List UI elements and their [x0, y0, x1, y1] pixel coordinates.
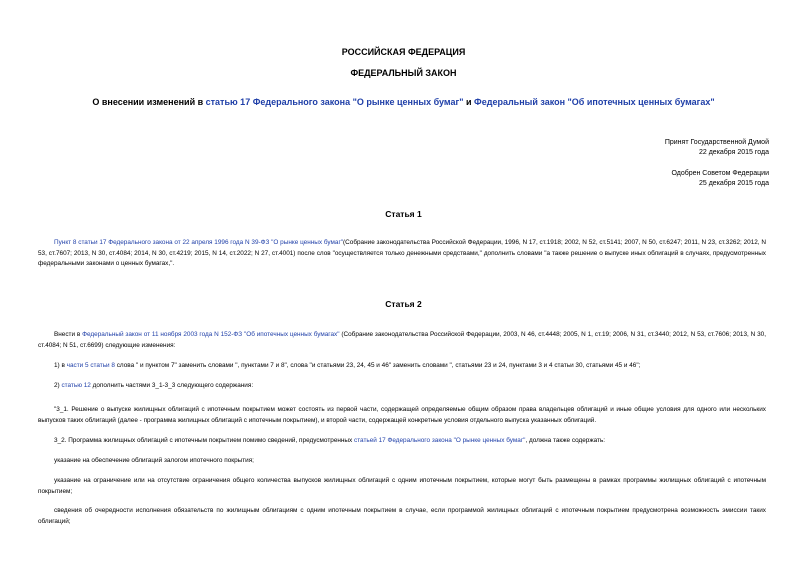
- p32-link[interactable]: статьей 17 Федерального закона "О рынке ценных бумаг": [354, 437, 526, 444]
- country-heading: РОССИЙСКАЯ ФЕДЕРАЦИЯ: [341, 47, 466, 57]
- item2-pre: 2): [54, 382, 62, 389]
- title-text-mid: и: [463, 97, 475, 107]
- article-2-heading: Статья 2: [385, 299, 422, 309]
- item1-post: слова " и пунктом 7" заменить словами ", пунктами 7 и 8", слова "и статьями 23, 24, 45 и 46" заменить словами ", статьями 23 и 24, пунктами 3 и 4 статьи 30, статьями 45 и 46";: [114, 362, 641, 369]
- article-1-text: [38, 238, 766, 270]
- duma-date: 22 декабря 2015 года: [698, 149, 769, 156]
- item1-link[interactable]: части 5 статьи 8: [66, 362, 115, 369]
- title-link-article17[interactable]: статью 17 Федерального закона "О рынке ценных бумаг": [205, 97, 464, 107]
- paragraph-3-1: "3_1. Решение о выпуске жилищных облигаций с ипотечным покрытием может состоять из первой части, содержащей определяемые общим образом права владельцев облигаций и иные общие условия для одного или нескольких выпусков таких облигаций (далее - программа жилищных облигаций с ипотечным покрытием), и второй части, содержащей конкретные условия отдельного выпуска указанных облигаций.: [38, 406, 766, 424]
- paragraph-3-2: [38, 436, 766, 447]
- item1-pre: 1) в: [54, 362, 67, 369]
- title-text-pre: О внесении изменений в: [92, 97, 206, 107]
- article-2-item-1: [38, 361, 766, 372]
- article-1-link[interactable]: Пункт 8 статьи 17 Федерального закона от 22 апреля 1996 года N 39-ФЗ "О рынке ценных бумаг": [54, 239, 344, 246]
- item2-link[interactable]: статью 12: [61, 382, 91, 389]
- article-1-heading: Статья 1: [385, 209, 422, 219]
- council-label: Одобрен Советом Федерации: [671, 170, 769, 177]
- duma-label: Принят Государственной Думой: [664, 139, 769, 146]
- duma-adoption: [665, 138, 769, 158]
- p32-post: , должна также содержать:: [525, 437, 606, 444]
- article-2-intro: [38, 330, 766, 351]
- doc-type-heading: ФЕДЕРАЛЬНЫЙ ЗАКОН: [350, 68, 457, 78]
- intro-post: (Собрание законодательства Российской Федерации, 2003, N 46, ст.4448; 2005, N 1, ст.19; 2006, N 31, ст.3440; 2012, N 53, ст.7606; 2013, N 30, ст.4084; N 51, ст.6699) следующие изменения:: [38, 331, 767, 349]
- council-approval: [671, 169, 769, 189]
- title-link-mortgage-law[interactable]: Федеральный закон "Об ипотечных ценных бумагах": [474, 97, 715, 107]
- p32-pre: 3_2. Программа жилищных облигаций с ипотечным покрытием помимо сведений, предусмотренных: [54, 437, 354, 444]
- council-date: 25 декабря 2015 года: [698, 180, 769, 187]
- paragraph-security: указание на обеспечение облигаций залогом ипотечного покрытия;: [54, 457, 254, 464]
- paragraph-order: сведения об очередности исполнения обязательств по жилищным облигациям с одним ипотечным покрытием в случае, если программой жилищных облигаций с ипотечным покрытием предусмотрена возможность эмиссии таких облигаций;: [38, 507, 766, 525]
- item2-post: дополнить частями 3_1-3_3 следующего содержания:: [90, 382, 254, 389]
- article-2-item-2: [38, 381, 766, 392]
- law-title: [0, 97, 807, 107]
- article-1-body: (Собрание законодательства Российской Федерации, 1996, N 17, ст.1918; 2002, N 52, ст.5141; 2007, N 50, ст.6247; 2011, N 23, ст.3262; 2012, N 53, ст.7607; 2013, N 30, ст.4084; 2014, N 30, ст.4219; 2015, N 14, ст.2022; N 27, ст.4001) после слов "осуществляется только денежными средствами," дополнить словами "а также решение о выпуске иных облигаций в случаях, предусмотренных федеральными законами о ценных бумагах,".: [38, 239, 766, 267]
- paragraph-limit: указание на ограничение или на отсутствие ограничения общего количества выпусков жилищных облигаций с одним ипотечным покрытием, которые могут быть размещены в рамках программы жилищных облигаций с ипотечным покрытием;: [38, 477, 766, 495]
- intro-pre: Внести в: [54, 331, 83, 338]
- intro-link-mortgage-law[interactable]: Федеральный закон от 11 ноября 2003 года N 152-ФЗ "Об ипотечных ценных бумагах": [82, 331, 340, 338]
